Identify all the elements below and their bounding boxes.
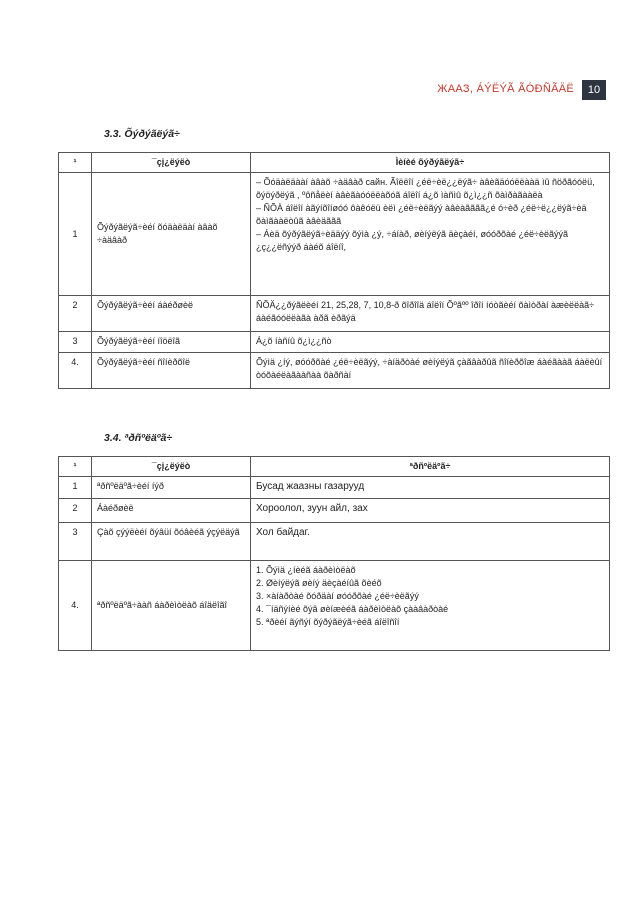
row-label: Õýðýãëýã÷èéí õóäàëäàí àâàõ ÷àäâàð — [92, 173, 251, 296]
section-title-3-4: 3.4. ªðñºëäºã÷ — [104, 432, 173, 444]
row-num: 4. — [59, 561, 92, 651]
table-row — [59, 296, 610, 332]
row-num: 3 — [59, 523, 92, 561]
table-row — [59, 523, 610, 561]
row-label: Áàéðøèë — [92, 499, 251, 523]
row-content: ÑÕÄ¿¿ðýãëèéí 21, 25,28, 7, 10,8-ð õîðîîä áîëîí Õºãºº îðîí íóòãèéí õàìòðàí àæèëëàã÷ áàéãóóëëàãà àðã èðãýä — [251, 296, 610, 332]
list-item: 3. ×àíàðòàé õóðäàí øóóðõàé ¿éë÷èëãýý — [256, 591, 419, 601]
table-row — [59, 477, 610, 499]
row-num: 3 — [59, 332, 92, 353]
row-content — [251, 173, 610, 296]
customer-table — [58, 152, 610, 389]
list-item: 1. Õýìä ¿íèéã áàðèìòëàõ — [256, 565, 356, 575]
col-header-competitor: ªðñºëäºã÷ — [251, 457, 610, 477]
row-num: 2 — [59, 296, 92, 332]
row-content: Бусад жаазны газарууд — [251, 477, 610, 499]
list-item: 4. ¯íäñýíèé õýâ øèíæèéã áàðèìòëàõ çààâàðòàé — [256, 604, 449, 614]
row-content: Õýìä ¿íý, øóóðõàé ¿éë÷èëãýý, ÷àíäðòàé øèíýëýã çàãâàðûã ñîíèðõîæ áàéãààã áàëèûí òóõàéëàãààñàà õàðñàí — [251, 353, 610, 389]
row-num: 4. — [59, 353, 92, 389]
table-row — [59, 173, 610, 296]
list-item: 2. Øèíýëýã øèíý äèçàéíûã õèéõ — [256, 578, 382, 588]
row-content: Хороолол, зуун айл, зах — [251, 499, 610, 523]
row-label: Çàõ çýýëèéí õýâüí õóâèéã ýçýëäýã — [92, 523, 251, 561]
row-label: ªðñºëäºã÷ààñ áàðèìòëàõ áîäëîãî — [92, 561, 251, 651]
row-num: 1 — [59, 477, 92, 499]
row-num: 2 — [59, 499, 92, 523]
col-header-indicator: ¯çį¿ëýëò — [92, 153, 251, 173]
table-header-row — [59, 153, 610, 173]
page-number: 10 — [582, 80, 606, 100]
col-header-num: ¹ — [59, 457, 92, 477]
col-header-num: ¹ — [59, 153, 92, 173]
row-label: Õýðýãëýã÷èéí íîöëîã — [92, 332, 251, 353]
row-label: Õýðýãëýã÷èéí ñîíèðõîë — [92, 353, 251, 389]
competitor-table — [58, 456, 610, 651]
table-row — [59, 499, 610, 523]
table-row — [59, 332, 610, 353]
table-row — [59, 561, 610, 651]
row-content: Á¿õ íàñíû õ¿ì¿¿ñò — [251, 332, 610, 353]
list-item: – ÑÕÀ áîëîí àãýíõîíøóó ôàêóëü èëì ¿éë÷èëãýý àâèàãããã¿é ó÷èð ¿éë÷ë¿¿ëýã÷èä õàìãààëòûã àâèäããã — [256, 203, 587, 226]
row-label: ªðñºëäºã÷èéí íýð — [92, 477, 251, 499]
table-header-row — [59, 457, 610, 477]
row-num: 1 — [59, 173, 92, 296]
page-header — [0, 80, 638, 102]
section-title-3-3: 3.3. Õýðýãëýã÷ — [104, 128, 180, 140]
row-label: Õýðýãëýã÷èéí áàéðøèë — [92, 296, 251, 332]
list-item: – Áèä õýðýãëýã÷èääýý õýìà ¿ý, ÷áíàð, øèíýëýã äèçàéí, øóóðõàé ¿éë÷èëãýýã ¿ç¿¿ëñýýð áàéõ áîëíî, — [256, 229, 569, 252]
col-header-customer: Ìèíèé õýðýãëýã÷ — [251, 153, 610, 173]
row-content: Хол байдаг. — [251, 523, 610, 561]
header-title: ЖААЗ, ÁÝËÝÃ ÃÓÐÑÃÄË — [437, 83, 574, 95]
list-item: 5. ªðèéí ãýñýí õýðýãëýã÷èéã áîëîñîí — [256, 617, 400, 627]
list-item: – Õóäàëäààí àâàõ ÷àäâàð сайн. Ãîëëîí ¿éë÷èë¿¿ëýã÷ àâèãäóóëëààä ìû ñöðãóóëü, õýöýðëýã , ºôñåëèí àâèãàóóëëàõóã áîëîí á¿õ ìàñìû õ¿ì¿¿ñ õàìðàãààëà — [256, 177, 595, 200]
col-header-indicator: ¯çį¿ëýëò — [92, 457, 251, 477]
table-row — [59, 353, 610, 389]
row-content — [251, 561, 610, 651]
